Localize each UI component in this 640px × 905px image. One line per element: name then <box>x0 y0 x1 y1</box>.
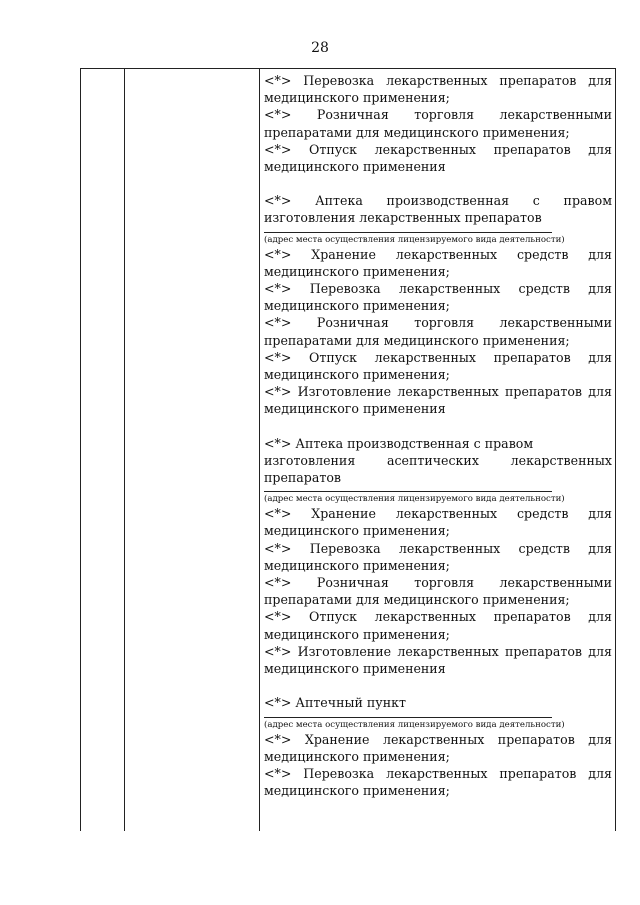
text-line: <*> Хранение лекарственных препаратов для <box>264 731 612 747</box>
text-line: медицинского применения <box>264 401 446 417</box>
address-caption: (адрес места осуществления лицензируемого вида деятельности) <box>264 719 565 730</box>
text-line: <*> Аптека производственная с правом <box>264 193 612 209</box>
text-line: <*> Аптека производственная с правом <box>264 435 534 451</box>
text-line: <*> Хранение лекарственных средств для <box>264 246 612 262</box>
text-line: <*> Перевозка лекарственных препаратов для <box>264 765 612 781</box>
text-line: медицинского применения; <box>264 90 450 106</box>
text-line: изготовления лекарственных препаратов <box>264 210 542 226</box>
text-line: медицинского применения; <box>264 298 450 314</box>
text-line: <*> Отпуск лекарственных препаратов для <box>264 609 612 625</box>
column-divider-1 <box>124 68 125 831</box>
text-line: медицинского применения <box>264 159 446 175</box>
text-line: <*> Перевозка лекарственных препаратов для <box>264 73 612 88</box>
text-line: препаратами для медицинского применения; <box>264 332 570 348</box>
address-caption: (адрес места осуществления лицензируемого вида деятельности) <box>264 234 565 245</box>
license-activities-table <box>80 68 616 831</box>
text-line: <*> Розничная торговля лекарственными <box>264 575 612 591</box>
text-line: медицинского применения; <box>264 523 450 539</box>
text-line: препаратами для медицинского применения; <box>264 124 570 140</box>
text-line: медицинского применения; <box>264 783 450 799</box>
text-line: <*> Изготовление лекарственных препаратов для <box>264 384 612 400</box>
text-line: медицинского применения; <box>264 626 450 642</box>
address-fill-line <box>264 491 552 492</box>
column-divider-2 <box>259 68 260 831</box>
text-line: <*> Аптечный пункт <box>264 695 406 711</box>
text-line: <*> Изготовление лекарственных препаратов для <box>264 643 612 659</box>
text-line: изготовления асептических лекарственных <box>264 452 612 468</box>
table-top-border <box>81 68 615 69</box>
text-line: препаратами для медицинского применения; <box>264 592 570 608</box>
text-line: <*> Отпуск лекарственных препаратов для <box>264 349 612 365</box>
text-line: <*> Перевозка лекарственных средств для <box>264 281 612 297</box>
table-right-border <box>615 68 616 831</box>
text-line: медицинского применения; <box>264 557 450 573</box>
paragraph-gap <box>264 677 612 694</box>
text-line: <*> Перевозка лекарственных средств для <box>264 540 612 556</box>
address-fill-line <box>264 717 552 718</box>
text-line: медицинского применения; <box>264 367 450 383</box>
text-line: <*> Розничная торговля лекарственными <box>264 315 612 331</box>
address-fill-line <box>264 232 552 233</box>
paragraph-gap <box>264 418 612 435</box>
text-line: медицинского применения; <box>264 263 450 279</box>
text-line: медицинского применения; <box>264 748 450 764</box>
text-line: медицинского применения <box>264 661 446 677</box>
activities-cell <box>264 72 612 799</box>
page-number: 28 <box>311 40 329 56</box>
paragraph-gap <box>264 175 612 192</box>
text-line: <*> Отпуск лекарственных препаратов для <box>264 141 612 157</box>
text-line: <*> Розничная торговля лекарственными <box>264 107 612 123</box>
text-line: <*> Хранение лекарственных средств для <box>264 506 612 522</box>
address-caption: (адрес места осуществления лицензируемого вида деятельности) <box>264 494 565 505</box>
text-line: препаратов <box>264 470 342 486</box>
